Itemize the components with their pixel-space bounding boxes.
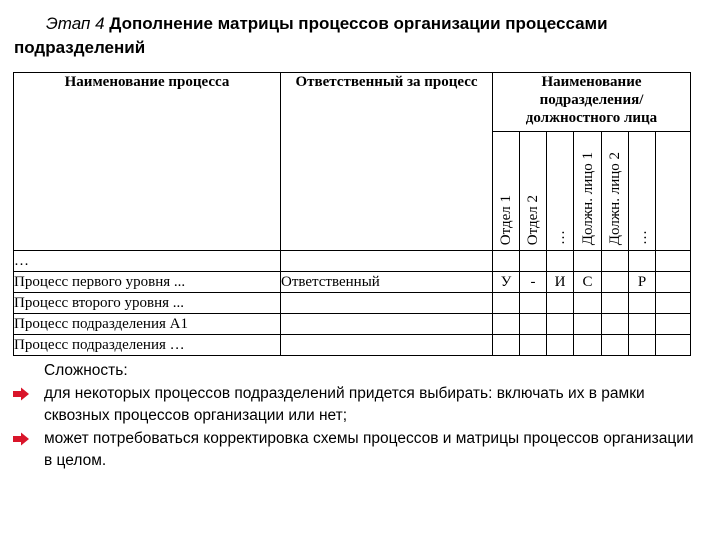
process-name-cell: Процесс подразделения А1: [14, 314, 281, 335]
process-name-cell: Процесс подразделения …: [14, 335, 281, 356]
raci-cell: [547, 293, 574, 314]
responsible-cell: [281, 293, 493, 314]
subheader-unit-3: [547, 132, 574, 251]
raci-cell: [574, 335, 602, 356]
subheader-unit-label: Отдел 1: [498, 194, 514, 245]
complexity-bullet-text: может потребоваться корректировка схемы процессов и матрицы процессов организации в целом.: [44, 429, 694, 469]
raci-cell: [547, 251, 574, 272]
raci-cell: [574, 251, 602, 272]
raci-cell: Р: [629, 272, 656, 293]
subheader-unit-label: …: [634, 230, 650, 245]
raci-cell: [493, 293, 520, 314]
process-matrix-table: [13, 72, 691, 356]
raci-cell: [574, 293, 602, 314]
raci-cell: [547, 335, 574, 356]
title-text: Дополнение матрицы процессов организации процессами подразделений: [14, 14, 608, 57]
subheader-unit-2: [520, 132, 547, 251]
raci-cell: [656, 272, 691, 293]
raci-cell: [493, 314, 520, 335]
raci-cell: -: [520, 272, 547, 293]
raci-cell: [656, 314, 691, 335]
raci-cell: [629, 293, 656, 314]
raci-cell: [656, 293, 691, 314]
subheader-unit-label: Должн. лицо 1: [579, 151, 596, 245]
process-name-cell: Процесс второго уровня ...: [14, 293, 281, 314]
raci-cell: [656, 335, 691, 356]
complexity-bullet-text: для некоторых процессов подразделений придется выбирать: включать их в рамки сквозных процессов организации или нет;: [44, 384, 645, 424]
responsible-cell: [281, 251, 493, 272]
slide-title: [14, 12, 704, 60]
complexity-bullet-2: [14, 428, 704, 473]
subheader-unit-4: [574, 132, 602, 251]
subheader-unit-label: Отдел 2: [525, 194, 541, 245]
raci-cell: [602, 293, 629, 314]
raci-cell: [629, 251, 656, 272]
raci-cell: [520, 293, 547, 314]
raci-cell: У: [493, 272, 520, 293]
raci-cell: [656, 251, 691, 272]
complexity-bullet-1: [14, 383, 704, 428]
raci-cell: [493, 251, 520, 272]
raci-cell: [493, 335, 520, 356]
complexity-heading: Сложность:: [44, 362, 128, 379]
responsible-cell: [281, 314, 493, 335]
subheader-unit-label: …: [552, 230, 568, 245]
complexity-section: [14, 360, 704, 473]
table-row: [14, 251, 691, 272]
raci-cell: [602, 314, 629, 335]
header-responsible: Ответственный за процесс: [281, 73, 493, 251]
header-units: Наименование подразделения/ должностного лица: [493, 73, 691, 132]
table-row: [14, 314, 691, 335]
subheader-unit-5: [602, 132, 629, 251]
process-name-cell: Процесс первого уровня ...: [14, 272, 281, 293]
subheader-unit-label: Должн. лицо 2: [607, 151, 623, 245]
raci-cell: [629, 314, 656, 335]
raci-cell: [629, 335, 656, 356]
table-row: [14, 293, 691, 314]
table-row: [14, 335, 691, 356]
raci-cell: [520, 335, 547, 356]
subheader-unit-6: [629, 132, 656, 251]
table-header-row: [14, 73, 691, 132]
arrow-bullet-icon: [12, 387, 30, 401]
raci-cell: [602, 335, 629, 356]
responsible-cell: Ответственный: [281, 272, 493, 293]
raci-cell: [602, 272, 629, 293]
raci-cell: [547, 314, 574, 335]
raci-cell: [520, 251, 547, 272]
raci-cell: [520, 314, 547, 335]
subheader-unit-7: [656, 132, 691, 251]
arrow-bullet-icon: [12, 432, 30, 446]
header-process-name: Наименование процесса: [14, 73, 281, 251]
subheader-unit-1: [493, 132, 520, 251]
raci-cell: И: [547, 272, 574, 293]
raci-cell: [574, 314, 602, 335]
step-label: Этап 4: [46, 14, 105, 33]
table-row: [14, 272, 691, 293]
raci-cell: С: [574, 272, 602, 293]
raci-cell: [602, 251, 629, 272]
process-name-cell: …: [14, 251, 281, 272]
responsible-cell: [281, 335, 493, 356]
